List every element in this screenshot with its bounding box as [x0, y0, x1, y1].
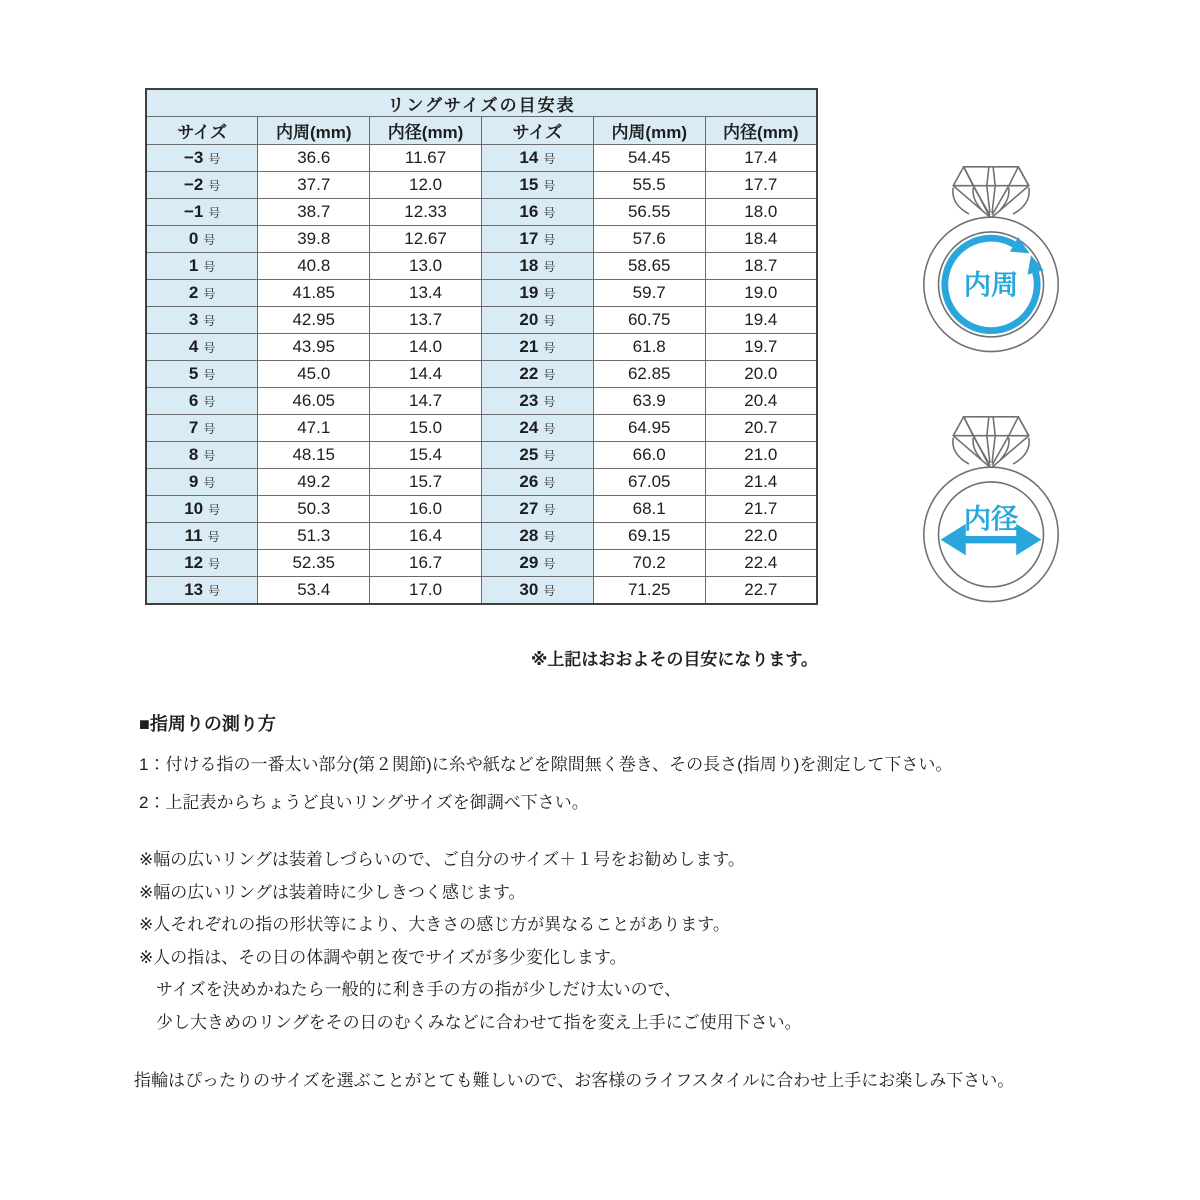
value-cell: 20.4: [705, 388, 817, 415]
value-cell: 11.67: [370, 145, 482, 172]
size-cell: 17 号: [481, 226, 593, 253]
value-cell: 38.7: [258, 199, 370, 226]
value-cell: 12.0: [370, 172, 482, 199]
size-cell: 12 号: [146, 550, 258, 577]
size-cell: 22 号: [481, 361, 593, 388]
size-cell: 11 号: [146, 523, 258, 550]
table-body: [146, 145, 817, 605]
value-cell: 18.4: [705, 226, 817, 253]
size-cell: 30 号: [481, 577, 593, 605]
value-cell: 60.75: [593, 307, 705, 334]
table-title: リングサイズの目安表: [146, 89, 817, 117]
circumference-label: 内周: [963, 268, 1019, 300]
value-cell: 45.0: [258, 361, 370, 388]
measuring-notes: [139, 844, 802, 1039]
header-cell: 内周(mm): [593, 117, 705, 145]
size-cell: −3 号: [146, 145, 258, 172]
value-cell: 21.4: [705, 469, 817, 496]
table-row: [146, 226, 817, 253]
size-cell: 25 号: [481, 442, 593, 469]
size-cell: 14 号: [481, 145, 593, 172]
value-cell: 12.33: [370, 199, 482, 226]
value-cell: 67.05: [593, 469, 705, 496]
note-line: 少し大きめのリングをその日のむくみなどに合わせて指を変え上手にご使用下さい。: [139, 1012, 802, 1032]
table-row: [146, 199, 817, 226]
header-cell: 内径(mm): [370, 117, 482, 145]
diameter-label: 内径: [963, 503, 1019, 535]
value-cell: 15.7: [370, 469, 482, 496]
table-row: [146, 280, 817, 307]
size-cell: 23 号: [481, 388, 593, 415]
value-cell: 20.0: [705, 361, 817, 388]
value-cell: 14.0: [370, 334, 482, 361]
size-cell: 4 号: [146, 334, 258, 361]
value-cell: 13.4: [370, 280, 482, 307]
value-cell: 58.65: [593, 253, 705, 280]
size-cell: 9 号: [146, 469, 258, 496]
size-cell: 21 号: [481, 334, 593, 361]
value-cell: 70.2: [593, 550, 705, 577]
value-cell: 68.1: [593, 496, 705, 523]
value-cell: 42.95: [258, 307, 370, 334]
size-cell: 6 号: [146, 388, 258, 415]
value-cell: 51.3: [258, 523, 370, 550]
header-cell: 内径(mm): [705, 117, 817, 145]
value-cell: 53.4: [258, 577, 370, 605]
step-line: 1：付ける指の一番太い部分(第２関節)に糸や紙などを隙間無く巻き、その長さ(指周り)を測定して下さい。: [139, 755, 953, 774]
value-cell: 36.6: [258, 145, 370, 172]
note-line: ※人の指は、その日の体調や朝と夜でサイズが多少変化します。: [139, 947, 627, 967]
size-cell: 7 号: [146, 415, 258, 442]
value-cell: 62.85: [593, 361, 705, 388]
value-cell: 22.4: [705, 550, 817, 577]
value-cell: 69.15: [593, 523, 705, 550]
table-row: [146, 469, 817, 496]
table-header-row: [146, 117, 817, 145]
size-cell: 1 号: [146, 253, 258, 280]
note-line: ※幅の広いリングは装着時に少しきつく感じます。: [139, 882, 526, 902]
value-cell: 71.25: [593, 577, 705, 605]
value-cell: 66.0: [593, 442, 705, 469]
value-cell: 15.0: [370, 415, 482, 442]
value-cell: 18.0: [705, 199, 817, 226]
size-cell: −2 号: [146, 172, 258, 199]
table-row: [146, 550, 817, 577]
value-cell: 39.8: [258, 226, 370, 253]
value-cell: 43.95: [258, 334, 370, 361]
measuring-heading: ■指周りの測り方: [139, 714, 276, 734]
value-cell: 17.0: [370, 577, 482, 605]
diamond-icon: [953, 167, 1029, 217]
value-cell: 16.7: [370, 550, 482, 577]
value-cell: 41.85: [258, 280, 370, 307]
value-cell: 16.4: [370, 523, 482, 550]
table-title-row: [146, 89, 817, 117]
value-cell: 22.0: [705, 523, 817, 550]
value-cell: 17.4: [705, 145, 817, 172]
value-cell: 57.6: [593, 226, 705, 253]
size-cell: 24 号: [481, 415, 593, 442]
step-line: 2：上記表からちょうど良いリングサイズを御調べ下さい。: [139, 793, 589, 812]
table-row: [146, 415, 817, 442]
note-line: ※人それぞれの指の形状等により、大きさの感じ方が異なることがあります。: [139, 915, 730, 934]
table-row: [146, 442, 817, 469]
ring-circumference-illustration: [886, 148, 1096, 383]
table-row: [146, 253, 817, 280]
size-cell: 10 号: [146, 496, 258, 523]
value-cell: 55.5: [593, 172, 705, 199]
size-cell: 18 号: [481, 253, 593, 280]
value-cell: 48.15: [258, 442, 370, 469]
value-cell: 12.67: [370, 226, 482, 253]
value-cell: 50.3: [258, 496, 370, 523]
value-cell: 64.95: [593, 415, 705, 442]
value-cell: 37.7: [258, 172, 370, 199]
measuring-steps: [139, 746, 952, 822]
ring-diameter-illustration: [886, 398, 1096, 633]
table-row: [146, 577, 817, 605]
table-row: [146, 172, 817, 199]
size-cell: 13 号: [146, 577, 258, 605]
value-cell: 20.7: [705, 415, 817, 442]
table-note: ※上記はおおよその目安になります。: [530, 650, 818, 669]
value-cell: 59.7: [593, 280, 705, 307]
size-cell: 27 号: [481, 496, 593, 523]
value-cell: 47.1: [258, 415, 370, 442]
value-cell: 14.4: [370, 361, 482, 388]
size-cell: 16 号: [481, 199, 593, 226]
note-line: ※幅の広いリングは装着しづらいので、ご自分のサイズ＋１号をお勧めします。: [139, 850, 745, 869]
size-cell: 19 号: [481, 280, 593, 307]
table-row: [146, 523, 817, 550]
size-cell: 8 号: [146, 442, 258, 469]
value-cell: 21.0: [705, 442, 817, 469]
note-line: サイズを決めかねたら一般的に利き手の方の指が少しだけ太いので、: [139, 980, 682, 999]
header-cell: サイズ: [146, 117, 258, 145]
closing-note: 指輪はぴったりのサイズを選ぶことがとても難しいので、お客様のライフスタイルに合わせ上手にお楽しみ下さい。: [134, 1071, 1015, 1090]
size-cell: 5 号: [146, 361, 258, 388]
value-cell: 54.45: [593, 145, 705, 172]
value-cell: 49.2: [258, 469, 370, 496]
value-cell: 19.0: [705, 280, 817, 307]
value-cell: 63.9: [593, 388, 705, 415]
value-cell: 14.7: [370, 388, 482, 415]
size-cell: 0 号: [146, 226, 258, 253]
value-cell: 19.4: [705, 307, 817, 334]
value-cell: 21.7: [705, 496, 817, 523]
size-cell: −1 号: [146, 199, 258, 226]
table-row: [146, 334, 817, 361]
size-cell: 3 号: [146, 307, 258, 334]
diamond-icon: [953, 417, 1029, 467]
table-row: [146, 388, 817, 415]
table-row: [146, 496, 817, 523]
value-cell: 16.0: [370, 496, 482, 523]
value-cell: 13.0: [370, 253, 482, 280]
value-cell: 15.4: [370, 442, 482, 469]
header-cell: 内周(mm): [258, 117, 370, 145]
size-cell: 2 号: [146, 280, 258, 307]
size-cell: 26 号: [481, 469, 593, 496]
size-cell: 15 号: [481, 172, 593, 199]
value-cell: 56.55: [593, 199, 705, 226]
value-cell: 61.8: [593, 334, 705, 361]
table-row: [146, 361, 817, 388]
ring-size-table: [145, 88, 818, 605]
value-cell: 19.7: [705, 334, 817, 361]
size-cell: 28 号: [481, 523, 593, 550]
ring-band: [924, 467, 1058, 601]
value-cell: 13.7: [370, 307, 482, 334]
value-cell: 52.35: [258, 550, 370, 577]
size-cell: 29 号: [481, 550, 593, 577]
value-cell: 18.7: [705, 253, 817, 280]
value-cell: 46.05: [258, 388, 370, 415]
table-row: [146, 307, 817, 334]
header-cell: サイズ: [481, 117, 593, 145]
size-cell: 20 号: [481, 307, 593, 334]
value-cell: 40.8: [258, 253, 370, 280]
value-cell: 22.7: [705, 577, 817, 605]
table-row: [146, 145, 817, 172]
value-cell: 17.7: [705, 172, 817, 199]
